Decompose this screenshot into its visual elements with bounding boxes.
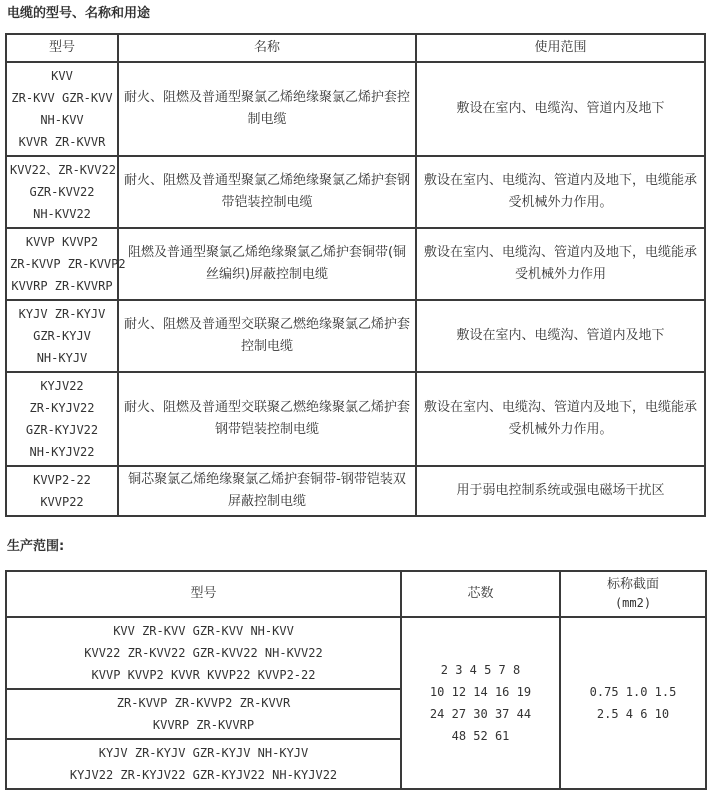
model-code: KVV22 ZR-KVV22 GZR-KVV22 NH-KVV22 [84,646,323,660]
column-header-usage: 使用范围 [416,34,705,62]
model-code: KVVRP ZR-KVVRP [152,718,255,732]
usage-cell: 敷设在室内、电缆沟、管道内及地下 [416,62,705,156]
column-header-cores: 芯数 [401,571,560,617]
model-code: KYJV22 [40,379,84,393]
model-code: GZR-KVV22 [29,185,95,199]
name-cell: 阻燃及普通型聚氯乙烯绝缘聚氯乙烯护套铜带(铜丝编织)屏蔽控制电缆 [118,228,416,300]
usage-cell: 敷设在室内、电缆沟、管道内及地下，电缆能承受机械外力作用。 [416,156,705,228]
model-group-cell [6,739,401,789]
production-range-table [5,570,707,790]
table-header-row [6,571,706,617]
table-row [6,300,705,372]
usage-cell: 敷设在室内、电缆沟、管道内及地下，电缆能承受机械外力作用。 [416,372,705,466]
model-code: NH-KVV [40,113,84,127]
table-row [6,372,705,466]
model-code: ZR-KVVP ZR-KVVP2 ZR-KVVR [116,696,291,710]
model-cell [6,372,118,466]
name-cell: 耐火、阻燃及普通型交联聚乙燃绝缘聚氯乙烯护套控制电缆 [118,300,416,372]
table-row [6,156,705,228]
model-code: GZR-KYJV22 [25,423,99,437]
model-cell [6,62,118,156]
name-cell: 铜芯聚氯乙烯绝缘聚氯乙烯护套铜带-钢带铠装双屏蔽控制电缆 [118,466,416,516]
usage-cell: 敷设在室内、电缆沟、管道内及地下 [416,300,705,372]
cores-value: 48 52 61 [451,729,510,743]
column-header-section [560,571,706,617]
table-row [6,228,705,300]
model-code: ZR-KVV GZR-KVV [11,91,113,105]
model-code: KVVP KVVP2 KVVR KVVP22 KVVP2-22 [91,668,316,682]
section-value: 0.75 1.0 1.5 [589,685,677,699]
table-row [6,62,705,156]
model-code: KYJV22 ZR-KYJV22 GZR-KYJV22 NH-KYJV22 [69,768,338,782]
name-cell: 耐火、阻燃及普通型聚氯乙烯绝缘聚氯乙烯护套控制电缆 [118,62,416,156]
model-code: NH-KYJV [36,351,88,365]
model-cell [6,466,118,516]
model-code: KVVRP ZR-KVVRP [11,279,113,293]
model-code: KVV ZR-KVV GZR-KVV NH-KVV [113,624,294,638]
cores-value: 10 12 14 16 19 [429,685,532,699]
model-cell [6,156,118,228]
model-code: KYJV ZR-KYJV GZR-KYJV NH-KYJV [98,746,309,760]
page-title: 电缆的型号、名称和用途 [7,6,151,21]
table-row [6,617,706,689]
model-code: NH-KVV22 [33,207,91,221]
model-code: KVVR ZR-KVVR [18,135,106,149]
model-cell [6,228,126,300]
model-code: ZR-KYJV22 [29,401,95,415]
model-code: KYJV ZR-KYJV [18,307,106,321]
cores-cell [401,617,560,789]
name-cell: 耐火、阻燃及普通型交联聚乙燃绝缘聚氯乙烯护套钢带铠装控制电缆 [118,372,416,466]
model-code: GZR-KYJV [33,329,91,343]
model-code: NH-KYJV22 [29,445,95,459]
model-group-cell [6,617,401,689]
table-header-row [6,34,705,62]
section-header-line: 标称截面 [606,577,659,592]
model-code: KVVP KVVP2 [25,235,99,249]
model-code: KVV22、ZR-KVV22 [10,163,116,177]
section-title-production-range: 生产范围: [7,539,65,554]
column-header-model: 型号 [6,34,118,62]
section-header-unit: (mm2) [614,596,652,610]
model-code: KVVP2-22 [33,473,91,487]
model-code: ZR-KVVP ZR-KVVP2 [10,257,126,271]
usage-cell: 用于弱电控制系统或强电磁场干扰区 [416,466,705,516]
cores-value: 24 27 30 37 44 [429,707,532,721]
column-header-model: 型号 [6,571,401,617]
model-cell [6,300,118,372]
name-cell: 耐火、阻燃及普通型聚氯乙烯绝缘聚氯乙烯护套钢带铠装控制电缆 [118,156,416,228]
usage-cell: 敷设在室内、电缆沟、管道内及地下，电缆能承受机械外力作用 [416,228,705,300]
column-header-name: 名称 [118,34,416,62]
model-code: KVV [51,69,73,83]
section-cell [560,617,706,789]
model-code: KVVP22 [40,495,84,509]
section-value: 2.5 4 6 10 [596,707,670,721]
cores-value: 2 3 4 5 7 8 [440,663,521,677]
table-row [6,466,705,516]
model-group-cell [6,689,401,739]
cable-type-table [5,33,706,517]
